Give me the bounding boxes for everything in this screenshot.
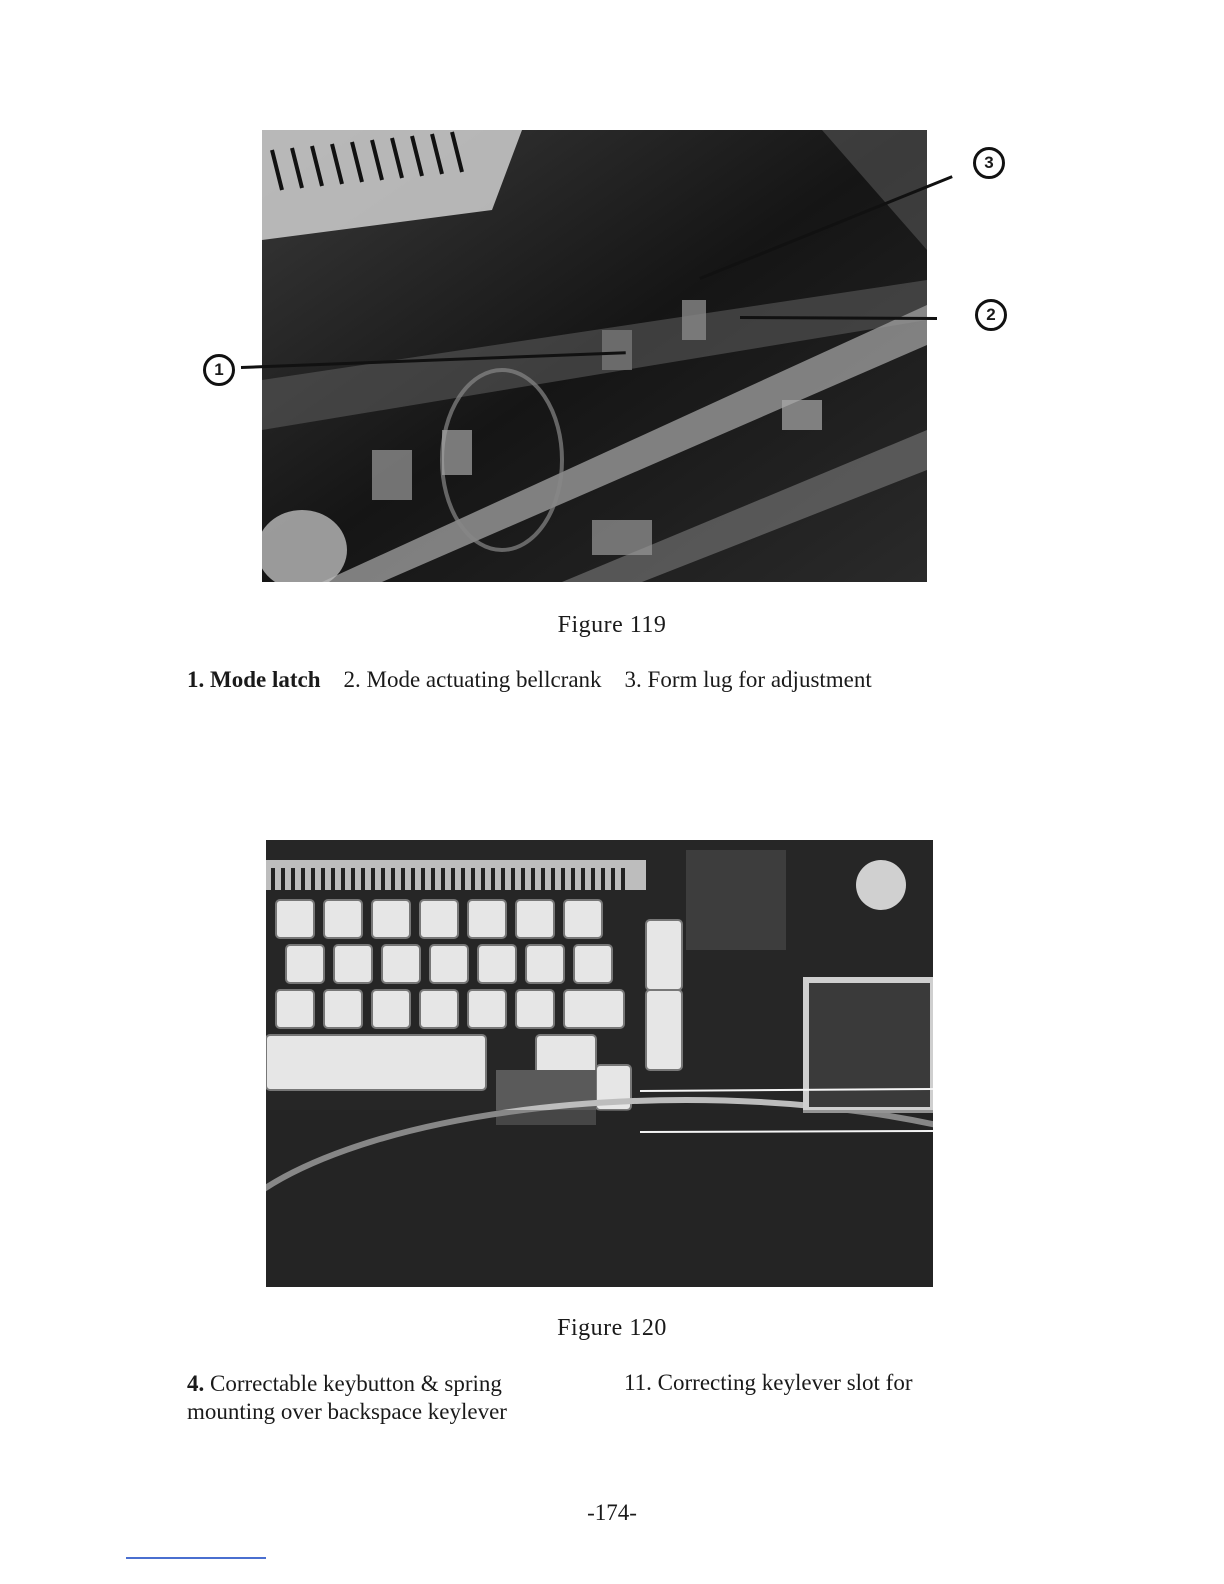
legend-item-2: 2. Mode actuating bellcrank <box>343 667 602 692</box>
figure-119-photo <box>262 130 927 582</box>
callout-1: 1 <box>203 354 235 386</box>
legend-item-1: 1. Mode latch <box>187 667 321 692</box>
callout-3: 3 <box>973 147 1005 179</box>
figure-119-legend <box>187 666 872 694</box>
callout-2: 2 <box>975 299 1007 331</box>
figure-120-legend-left <box>187 1370 507 1426</box>
page-number: -174- <box>587 1500 637 1525</box>
legend-item-3: 3. Form lug for adjustment <box>624 667 872 692</box>
figure-119-caption: Figure 119 <box>557 612 667 638</box>
legend-item-4-continued: mounting over backspace keylever <box>187 1399 507 1424</box>
figure-120-photo <box>266 840 933 1287</box>
figure-120-caption: Figure 120 <box>557 1315 667 1341</box>
figure-120-legend-right <box>624 1369 913 1397</box>
legend-item-11: 11. Correcting keylever slot for <box>624 1370 913 1395</box>
legend-item-4: 4. Correctable keybutton & spring <box>187 1371 502 1396</box>
footnote-rule <box>126 1557 266 1559</box>
